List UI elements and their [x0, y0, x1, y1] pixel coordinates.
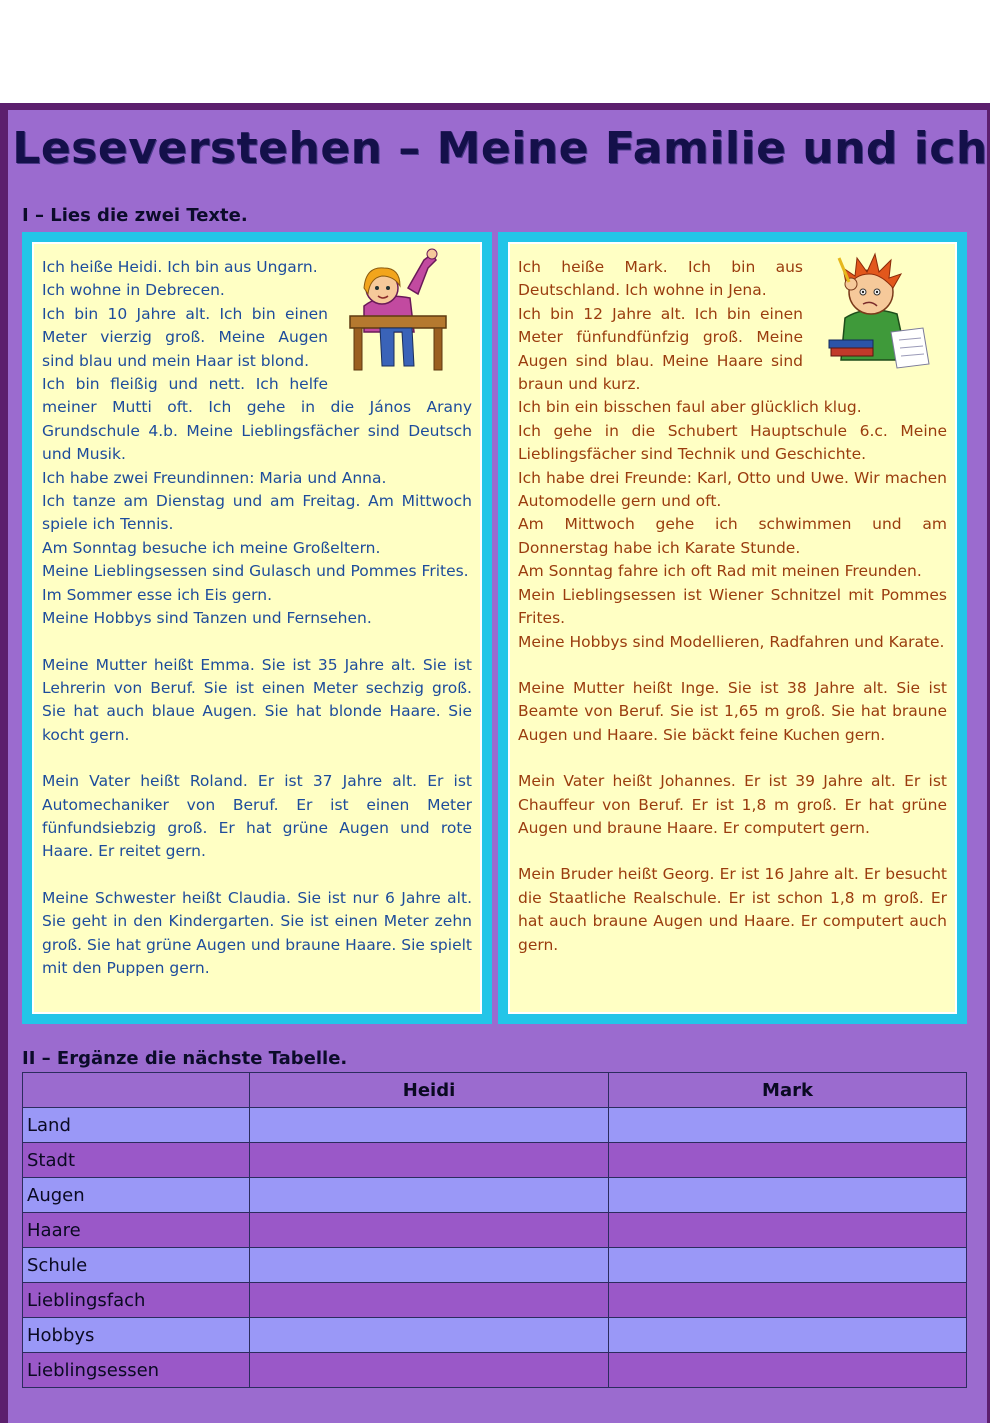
girl-at-desk-illustration	[336, 248, 476, 373]
heidi-text-content	[32, 242, 482, 1014]
mark-paragraph: Ich gehe in die Schubert Hauptschule 6.c. Meine Lieblingsfächer sind Technik und Geschichte.	[518, 421, 947, 464]
heidi-paragraph: Meine Hobbys sind Tanzen und Fernsehen.	[42, 609, 372, 628]
heidi-paragraph: Ich tanze am Dienstag und am Freitag. Am Mittwoch spiele ich Tennis.	[42, 492, 472, 534]
row-label: Schule	[23, 1248, 250, 1283]
heidi-paragraph: Ich heiße Heidi. Ich bin aus Ungarn.	[42, 258, 318, 276]
answer-cell-heidi[interactable]	[250, 1213, 609, 1248]
mark-paragraph: Am Mittwoch gehe ich schwimmen und am Donnerstag habe ich Karate Stunde.	[518, 515, 947, 557]
heidi-mother-paragraph: Meine Mutter heißt Emma. Sie ist 35 Jahre alt. Sie ist Lehrerin von Beruf. Sie ist einen Meter sechzig groß. Sie hat auch blaue Augen. Sie hat blonde Haare. Sie kocht gern.	[42, 655, 472, 744]
answer-cell-mark[interactable]	[609, 1318, 967, 1353]
table-row	[23, 1178, 967, 1213]
mark-text-box	[498, 232, 967, 1024]
answer-cell-mark[interactable]	[609, 1143, 967, 1178]
table-row	[23, 1283, 967, 1318]
answer-cell-heidi[interactable]	[250, 1353, 609, 1388]
heidi-paragraph: Ich bin fleißig und nett. Ich helfe meiner Mutti oft. Ich gehe in die János Arany Grundschule 4.b. Meine Lieblingsfächer sind Deutsch und Musik.	[42, 375, 472, 464]
table-header-mark: Mark	[609, 1073, 967, 1108]
heidi-paragraph: Ich wohne in Debrecen.	[42, 281, 225, 300]
section-2-heading: II – Ergänze die nächste Tabelle.	[22, 1048, 348, 1069]
heidi-text-box	[22, 232, 492, 1024]
heidi-paragraph: Meine Lieblingsessen sind Gulasch und Pommes Frites.	[42, 562, 469, 581]
heidi-paragraph: Ich bin 10 Jahre alt. Ich bin einen Meter vierzig groß. Meine Augen sind blau und mein Haar ist blond.	[42, 304, 328, 370]
row-label: Augen	[23, 1178, 250, 1213]
table-header-heidi: Heidi	[250, 1073, 609, 1108]
section-1-heading: I – Lies die zwei Texte.	[22, 205, 248, 226]
mark-paragraph: Ich bin ein bisschen faul aber glücklich klug.	[518, 398, 862, 417]
table-row	[23, 1248, 967, 1283]
page-title: Leseverstehen – Meine Familie und ich	[12, 123, 988, 174]
table-header-empty	[23, 1073, 250, 1108]
row-label: Haare	[23, 1213, 250, 1248]
answer-cell-mark[interactable]	[609, 1213, 967, 1248]
mark-paragraph: Ich habe drei Freunde: Karl, Otto und Uwe. Wir machen Automodelle gern und oft.	[518, 468, 947, 511]
heidi-paragraph: Ich habe zwei Freundinnen: Maria und Anna.	[42, 468, 387, 487]
row-label: Hobbys	[23, 1318, 250, 1353]
answer-cell-mark[interactable]	[609, 1108, 967, 1143]
row-label: Stadt	[23, 1143, 250, 1178]
answer-cell-heidi[interactable]	[250, 1318, 609, 1353]
table-row	[23, 1353, 967, 1388]
row-label: Land	[23, 1108, 250, 1143]
answer-cell-heidi[interactable]	[250, 1143, 609, 1178]
mark-paragraph: Ich bin 12 Jahre alt. Ich bin einen Meter fünfundfünfzig groß. Meine Augen sind blau. Meine Haare sind braun und kurz.	[518, 304, 803, 394]
table-row	[23, 1143, 967, 1178]
table-header-row	[23, 1073, 967, 1108]
answer-cell-mark[interactable]	[609, 1248, 967, 1283]
answer-cell-mark[interactable]	[609, 1283, 967, 1318]
mark-paragraph: Am Sonntag fahre ich oft Rad mit meinen Freunden.	[518, 562, 922, 581]
answer-cell-heidi[interactable]	[250, 1248, 609, 1283]
mark-paragraph: Ich heiße Mark. Ich bin aus Deutschland. Ich wohne in Jena.	[518, 258, 803, 300]
heidi-paragraph: Im Sommer esse ich Eis gern.	[42, 585, 273, 604]
answer-cell-mark[interactable]	[609, 1178, 967, 1213]
answer-cell-heidi[interactable]	[250, 1108, 609, 1143]
thinking-boy-illustration	[811, 248, 951, 373]
mark-paragraph: Meine Hobbys sind Modellieren, Radfahren und Karate.	[518, 632, 945, 651]
mark-paragraph: Mein Lieblingsessen ist Wiener Schnitzel mit Pommes Frites.	[518, 585, 947, 628]
heidi-father-paragraph: Mein Vater heißt Roland. Er ist 37 Jahre alt. Er ist Automechaniker von Beruf. Er ist einen Meter fünfundsiebzig groß. Er hat grüne Augen und rote Haare. Er reitet gern.	[42, 772, 472, 861]
row-label: Lieblingsfach	[23, 1283, 250, 1318]
heidi-sister-paragraph: Meine Schwester heißt Claudia. Sie ist nur 6 Jahre alt. Sie geht in den Kindergarten. Sie ist einen Meter zehn groß. Sie hat grüne Augen und braune Haare. Sie spielt mit den Puppen gern.	[42, 888, 472, 977]
table-row	[23, 1318, 967, 1353]
table-row	[23, 1213, 967, 1248]
mark-text-content	[508, 242, 957, 1014]
table-row	[23, 1108, 967, 1143]
mark-brother-paragraph: Mein Bruder heißt Georg. Er ist 16 Jahre alt. Er besucht die Staatliche Realschule. Er ist schon 1,8 m groß. Er hat auch braune Augen und Haare. Er computert auch gern.	[518, 865, 947, 954]
mark-mother-paragraph: Meine Mutter heißt Inge. Sie ist 38 Jahre alt. Sie ist Beamte von Beruf. Sie ist 1,65 m groß. Sie hat braune Augen und Haare. Sie bäckt feine Kuchen gern.	[518, 678, 947, 744]
row-label: Lieblingsessen	[23, 1353, 250, 1388]
heidi-paragraph: Am Sonntag besuche ich meine Großeltern.	[42, 538, 381, 557]
mark-father-paragraph: Mein Vater heißt Johannes. Er ist 39 Jahre alt. Er ist Chauffeur von Beruf. Er ist 1,8 m groß. Er hat grüne Augen und braune Haare. Er computert gern.	[518, 772, 947, 837]
answer-cell-heidi[interactable]	[250, 1178, 609, 1213]
answer-cell-mark[interactable]	[609, 1353, 967, 1388]
comparison-table	[22, 1072, 967, 1388]
answer-cell-heidi[interactable]	[250, 1283, 609, 1318]
